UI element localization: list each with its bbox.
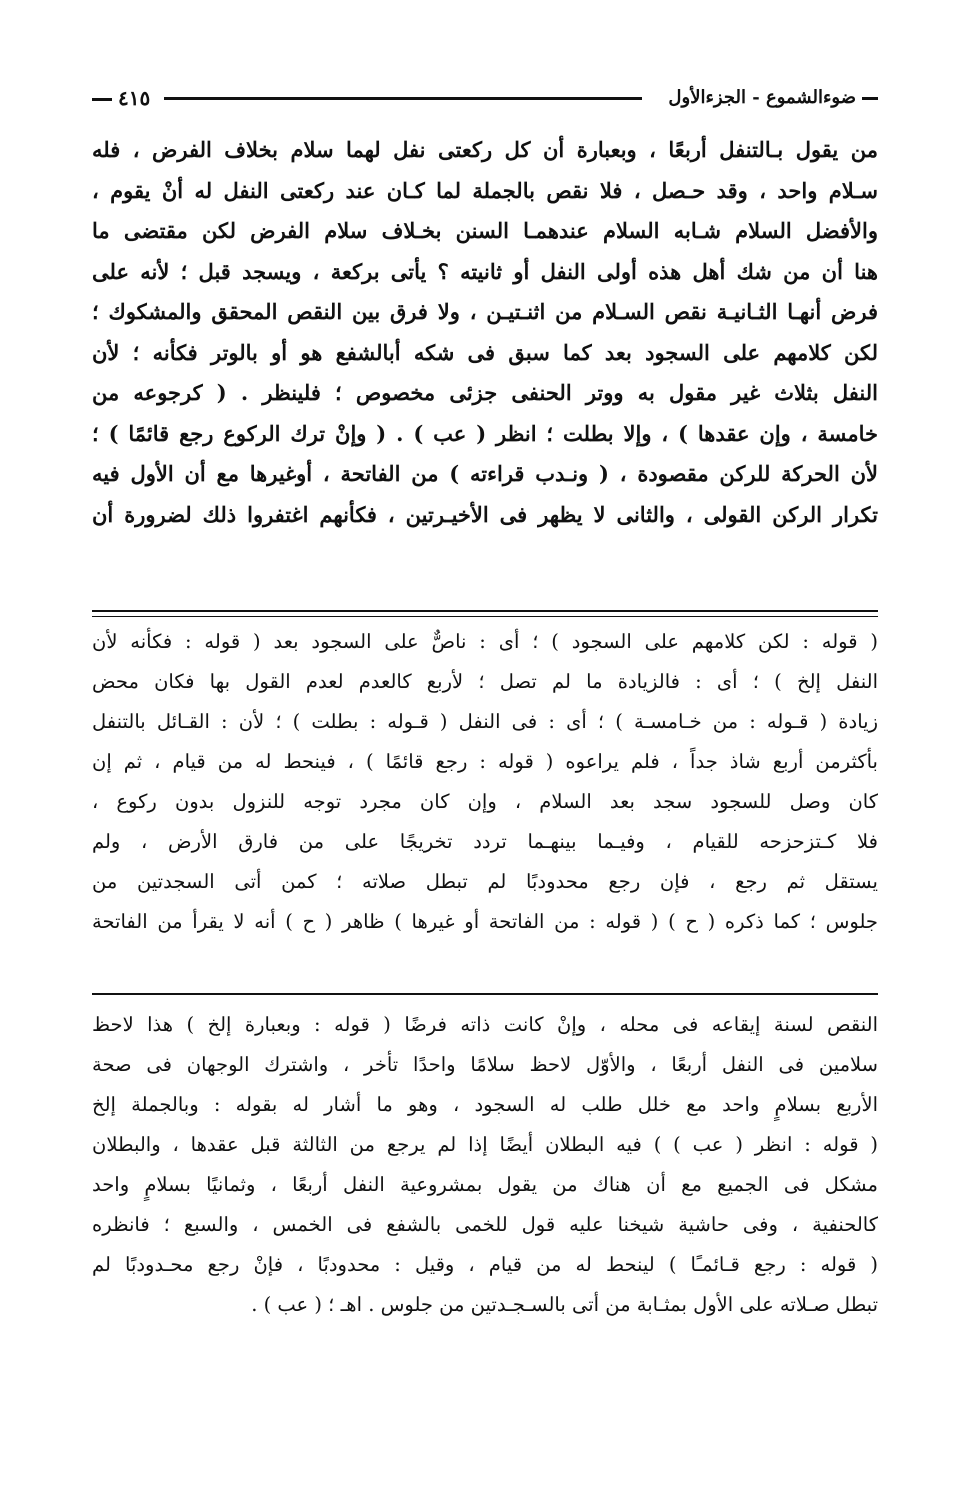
running-header <box>92 80 878 116</box>
footnote-line: فلا كـتزحزحه للقيام ، وفيـما بينهـما تردد تخريجًا على من فارق الأرض ، ولم <box>92 830 878 853</box>
lower-line: النقص لسنة إيقاعه فى محله ، وإنْ كانت ذاته فرضًا ( قوله : وبعبارة إلخ ) هذا لاحظ <box>92 1013 878 1036</box>
footnote-line: جلوس ؛ كما ذكره ( ح ) ( قوله : من الفاتحة أو غيرها ) ظاهر ( ح ) أنه لا يقرأ من الفاتحة <box>92 910 878 933</box>
lower-commentary <box>92 1005 878 1325</box>
header-rule <box>164 97 642 100</box>
main-line: لأن الحركة للركن مقصودة ، ( ونـدب قراءته ) من الفاتحة ، أوغيرها مع أن الأول فيه <box>92 461 878 486</box>
lower-line: ( قوله : انظر ( عب ) ) فيه البطلان أيضًا إذا لم يرجع من الثالثة قبل عقدها ، والبطلان <box>92 1133 878 1156</box>
main-line: تكرار الركن القولى ، والثانى لا يظهر فى الأخيـرتين ، فكأنهم اغتفروا ذلك لضرورة أن <box>92 501 878 527</box>
main-line: فرض أنهـا الثـانيـة نقص السـلام من اثنـتيـن ، ولا فرق بين النقص المحقق والمشكوك ؛ <box>92 299 878 324</box>
main-line: من يقول بـالتنفل أربعًا ، وبعبارة أن كل ركعتى نفل لهما سلام بخلاف الفرض ، فله <box>92 137 878 162</box>
lower-separator <box>92 993 878 995</box>
footnote-line: ( قوله : لكن كلامهم على السجود ) ؛ أى : ناصٌّ على السجود بعد ( قوله : فكأنه لأن <box>92 630 878 653</box>
lower-line: سلامين فى النفل أربعًا ، والأوّل لاحظ سلامًا واحدًا تأخر ، واشترك الوجهان فى صحة <box>92 1053 878 1076</box>
book-page <box>92 0 878 1494</box>
main-text <box>92 130 878 535</box>
footnote-line: يستقل ثم رجع ، فإن رجع محدودبًا لم تبطل صلاته ؛ كمن أتى السجدتين من <box>92 870 878 893</box>
book-title: ضوءالشموع - الجزءالأول <box>668 80 878 116</box>
footnote-separator-thin <box>92 616 878 617</box>
main-line: والأفضل السلام شـابه السلام عندهمـا السنن بخـلاف سلام الفرض لكن مقتضى ما <box>92 218 878 243</box>
page-number: ٤١٥ <box>92 80 150 116</box>
main-line: النفل بثلاث غير مقول به ووتر الحنفى جزئى مخصوص ؛ فلينظر . ( كرجوعه من <box>92 380 878 405</box>
lower-line: كالحنفية ، وفى حاشية شيخنا عليه قول للخمى بالشفع فى الخمس ، والسبع ؛ فانظره <box>92 1213 878 1236</box>
footnote-line: كان وصل للسجود سجد بعد السلام ، وإن كان مجرد توجه للنزول بدون ركوع ، <box>92 790 878 813</box>
main-line: سـلام واحد ، وقد حـصل ، فلا نقص بالجملة لما كـان عند ركعتى النفل له أنْ يقوم ، <box>92 177 878 203</box>
footnote-separator <box>92 610 878 612</box>
lower-line: ( قوله : رجع قـائمـًا ) لينحط له من قيام ، وقيل : محدودبًا ، فإنْ رجع محـدودبًا لم <box>92 1253 878 1276</box>
footnote-line: زيادة ( قـوله : من خـامسـة ) ؛ أى : فى النفل ( قـوله : بطلت ) ؛ لأن : القـائل بالتنفل <box>92 710 878 733</box>
footnote-text <box>92 622 878 942</box>
footnote-line: بأكثرمن أربع شاذ جداً ، فلم يراعوه ( قوله : رجع قائمًا ) ، فينحط له من قيام ، ثم إن <box>92 750 878 773</box>
main-line: خامسة ، وإن عقدها ) ، وإلا بطلت ؛ انظر ( عب ) . ( وإنْ ترك الركوع رجع قائمًا ) ؛ <box>92 420 878 446</box>
main-line: هنا أن من شك أهل هذه أولى النفل أو ثانيته ؟ يأتى بركعة ، ويسجد قبل ؛ لأنه على <box>92 258 878 284</box>
footnote-line: النفل إلخ ) ؛ أى : فالزيادة ما لم تصل ؛ لأربع كالعدم لعدم القول بها فكان محض <box>92 670 878 693</box>
lower-line: مشكل فى الجميع مع أن هناك من يقول بمشروعية النفل أربعًا ، وثمانيًا بسلامٍ واحد <box>92 1173 878 1196</box>
lower-line: تبطل صـلاته على الأول بمثـابة من أتى بالسـجـدتين من جلوس . اهـ ؛ ( عب ) . <box>251 1293 878 1316</box>
main-line: لكن كلامهم على السجود بعد كما سبق فى شكه أبالشفع هو أو بالوتر فكأنه ؛ لأن <box>92 339 878 365</box>
lower-line: الأربع بسلامٍ واحد مع خلل طلب له السجود ، وهو ما أشار له بقوله : وبالجملة إلخ <box>92 1093 878 1116</box>
